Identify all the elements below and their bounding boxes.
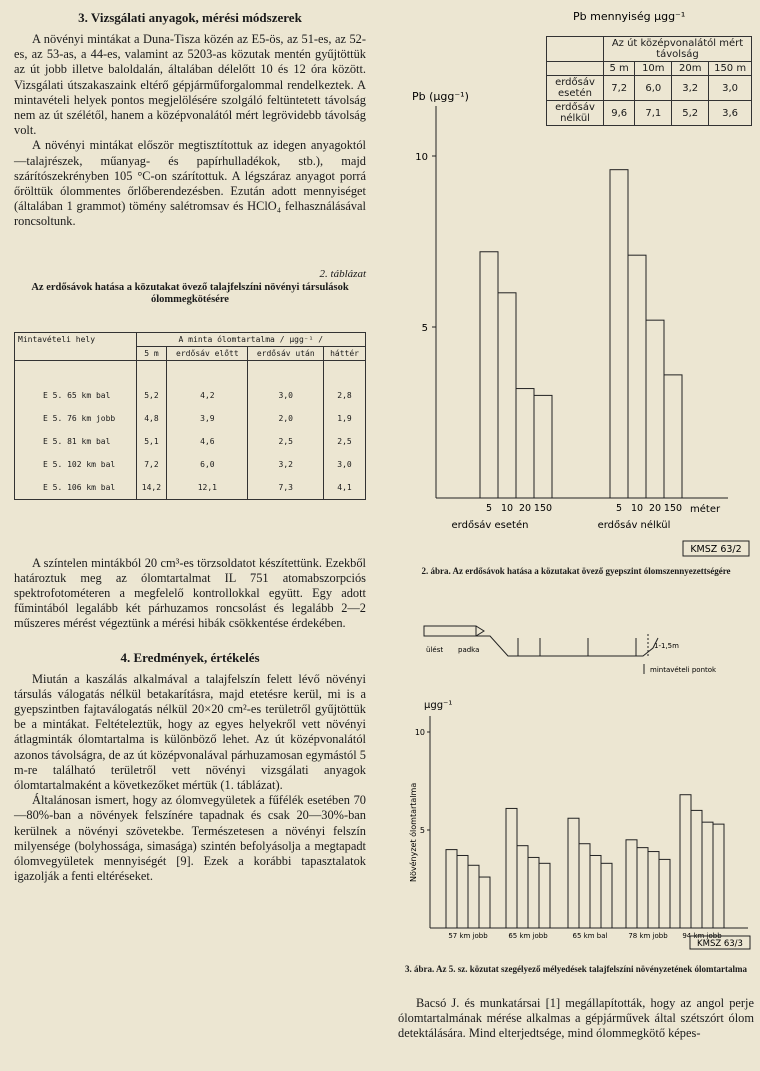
label-ulest: ülést — [426, 646, 444, 654]
fig2-bar — [498, 293, 516, 498]
fig3-ylabel-top: μgg⁻¹ — [424, 700, 453, 711]
fig3-bar — [568, 818, 579, 928]
fig3-bar — [691, 810, 702, 928]
fig2-x-tick-label: 20 — [648, 503, 662, 514]
fig3-bar — [506, 808, 517, 928]
figure-3-caption: 3. ábra. Az 5. sz. közutat szegélyező mélyedések talajfelszíni növényzetének ólomtartalma — [405, 964, 747, 974]
fig2-bar — [534, 395, 552, 498]
fig2-bar — [516, 389, 534, 498]
fig3-y-tick-label: 10 — [414, 728, 425, 737]
fig3-bar — [468, 865, 479, 928]
table-row: E 5. 65 km bal 5,2 4,2 3,0 2,8 — [15, 384, 366, 407]
fig2-group-label-1: erdősáv esetén — [451, 520, 529, 531]
fig3-bar — [457, 855, 468, 928]
section-heading-methods: 3. Vizsgálati anyagok, mérési módszerek — [78, 10, 302, 25]
paragraph-preparation: A növényi mintákat először megtisztítottuk az idegen anyagoktól —talajrészek, műanyag- és papírhulladékok, stb.), majd szárítószekrényben 105 °C-on szárítottuk. A légszáraz anyagot porrá őrölttük ólommentes őrlőberendezésben. Ezután adott mennyiséget (általában 1 grammot) tömény salétromsav és HClO₄ felhasználásával roncsoltunk. — [14, 138, 366, 229]
fig3-ylabel-side: Növényzet ólomtartalma — [409, 782, 418, 882]
fig3-bar — [659, 859, 670, 928]
table-header-col: 5 m — [136, 346, 167, 360]
fig2-x-tick-label: 5 — [485, 503, 493, 514]
fig2-x-tick-label: 150 — [533, 503, 553, 514]
fig2-y-tick-label: 10 — [415, 152, 428, 163]
table-header-site: Mintavételi hely — [15, 332, 137, 360]
fig3-bar — [517, 846, 528, 928]
fig2-y-tick-label: 5 — [421, 323, 428, 334]
right-column — [398, 0, 754, 1071]
ditch-profile — [476, 636, 658, 656]
fig3-bar — [539, 863, 550, 928]
fig2-bar — [628, 255, 646, 498]
table-row: E 5. 102 km bal 7,2 6,0 3,2 3,0 — [15, 453, 366, 476]
fig2-inset-title: Pb mennyiség μgg⁻¹ — [573, 10, 686, 23]
label-sampling-points: mintavételi pontok — [650, 666, 717, 674]
road-cross-section-diagram — [398, 612, 754, 692]
table-row: E 5. 81 km bal 5,1 4,6 2,5 2,5 — [15, 430, 366, 453]
fig3-bar — [648, 852, 659, 928]
fig2-ylabel: Pb (μgg⁻¹) — [412, 90, 469, 103]
fig2-axes — [415, 106, 728, 498]
table-header-col: háttér — [324, 346, 366, 360]
paragraph-lead-compounds: Általánosan ismert, hogy az ólomvegyületek a fűfélék esetében 70—80%-ban a növények felszínére tapadnak és csak 20—30%-ban kerülnek a növényi szövetekbe. Természetesen a növényi felszín milyensége (bolyhossága, simasága) szintén befolyásolja a megtapadt ólomvegyületek mennyiségét [9]. Ezek a korábbi tapasztalatok igazolják a fenti eltéréseket. — [14, 793, 366, 884]
fig2-bar — [610, 170, 628, 498]
fig3-bars — [446, 795, 724, 940]
road-surface — [424, 626, 476, 636]
fig3-x-tick-label: 65 km bal — [572, 932, 608, 940]
table-row: E 5. 76 km jobb 4,8 3,9 2,0 1,9 — [15, 407, 366, 430]
fig3-bar — [680, 795, 691, 928]
fig3-x-tick-label: 94 km jobb — [682, 932, 722, 940]
fig3-bar — [528, 857, 539, 928]
fig2-bar — [664, 375, 682, 498]
fig3-x-tick-label: 78 km jobb — [628, 932, 668, 940]
paragraph-bacso: Bacsó J. és munkatársai [1] megállapították, hogy az angol perje ólomtartalmának mérése alkalmas a gépjárművek által szétszórt ólom detektálására. Mind elterjedtsége, mind ólommegkötő képes- — [398, 996, 754, 1041]
figure-2-caption: 2. ábra. Az erdősávok hatása a közutakat övező gyepszint ólomszennyezettségére — [421, 566, 731, 576]
fig3-x-tick-label: 65 km jobb — [508, 932, 548, 940]
paragraph-sampling: A növényi mintákat a Duna-Tisza közén az E5-ös, az 51-es, az 52-es, az 53-as, a 44-es, valamint az 5203-as közutak mentén gyűjtöttük az út jobb illetve baloldalán, általában délelőtt 10 és 12 óra között. Vizsgálati útszakaszaink eltérő gépjárműforgalommal rendelkeztek. A mintavételi helyek pontos megjelölésére szolgáló feltüntetett távolság nem az út szélétől, hanem a középvonalától mért legrövidebb távolság volt. — [14, 32, 366, 138]
fig3-bar — [637, 848, 648, 928]
fig2-x-tick-label: 20 — [518, 503, 532, 514]
inset-head: Az út középvonalától mért távolság — [604, 37, 752, 62]
table-header-col: erdősáv után — [248, 346, 324, 360]
table-number: 2. táblázat — [319, 267, 366, 280]
left-column — [14, 0, 366, 885]
fig3-bar — [702, 822, 713, 928]
fig2-x-tick-label: 150 — [663, 503, 683, 514]
road-edge — [476, 626, 484, 636]
label-height: 1-1,5m — [654, 642, 679, 650]
inset-row: erdősáv esetén 7,2 6,0 3,2 3,0 — [547, 76, 752, 101]
fig2-inset-table: Az út középvonalától mért távolság 5 m 10m 20m 150 m erdősáv esetén 7,2 6,0 3,2 3,0 erdősáv nélkül 9,6 7,1 5,2 3,6 — [546, 36, 752, 126]
fig3-code: KMSZ 63/3 — [697, 939, 743, 949]
fig2-x-tick-label: 10 — [500, 503, 514, 514]
paragraph-results: Miután a kaszálás alkalmával a talajfelszín felett lévő növényi társulás válogatás nélkül betakarításra, majd etetésre kerül, mi is a gyepszintben fajtaválogatás nélkül 20×20 cm²-es területről gyűjtöttük be a mintákat. Feltételeztük, hogy az egyes helyekről vett növényi átlagminták ólomtartalma is különböző lehet. Az út középvonalától azonos távolságra, de az út középvonalával párhuzamosan egymástól 5 m-re található területről vett növényi vizsgálati anyagok ólomtartalmaként a következőket mértük (1. táblázat). — [14, 671, 366, 793]
paragraph-measurement: A színtelen mintákból 20 cm³-es törzsoldatot készítettünk. Ezekből határoztuk meg az ólomtartalmat IL 751 atomabszorpciós spektrofotométeren a megfelelő kontrollokkal együtt. Egy adott fűmintából legalább két párhuzamos roncsolást és legalább 2—2 műszeres mérést végeztünk a mérési hibák csökkentése érdekében. — [14, 555, 366, 631]
label-padka: padka — [458, 646, 480, 654]
fig2-bar — [646, 320, 664, 498]
table-header-col: erdősáv előtt — [167, 346, 248, 360]
fig2-x-tick-label: 10 — [630, 503, 644, 514]
table-header-group: A minta ólomtartalma / μgg⁻¹ / — [136, 332, 365, 346]
fig3-bar — [579, 844, 590, 928]
table-row: E 5. 106 km bal 14,2 12,1 7,3 4,1 — [15, 476, 366, 500]
fig3-y-tick-label: 5 — [419, 826, 425, 835]
fig2-xlabel: méter — [690, 504, 721, 515]
fig3-bar — [626, 840, 637, 928]
fig2-x-tick-label: 5 — [615, 503, 623, 514]
fig3-bar — [590, 855, 601, 928]
fig2-bar — [480, 252, 498, 498]
fig3-bar — [446, 850, 457, 928]
figure-3-chart — [398, 692, 754, 952]
lead-table — [14, 332, 366, 500]
inset-row: erdősáv nélkül 9,6 7,1 5,2 3,6 — [547, 101, 752, 126]
fig3-bar — [479, 877, 490, 928]
fig2-group-label-2: erdősáv nélkül — [597, 520, 671, 531]
table-caption: Az erdősávok hatása a közutakat övező talajfelszíni növényi társulások ólommegkötésére — [31, 281, 349, 305]
fig3-x-tick-label: 57 km jobb — [448, 932, 488, 940]
fig3-bar — [601, 863, 612, 928]
fig2-code: KMSZ 63/2 — [690, 544, 742, 555]
section-heading-results: 4. Eredmények, értékelés — [120, 649, 260, 665]
fig3-bar — [713, 824, 724, 928]
fig3-axes — [415, 716, 748, 928]
fig2-bars — [480, 170, 682, 514]
